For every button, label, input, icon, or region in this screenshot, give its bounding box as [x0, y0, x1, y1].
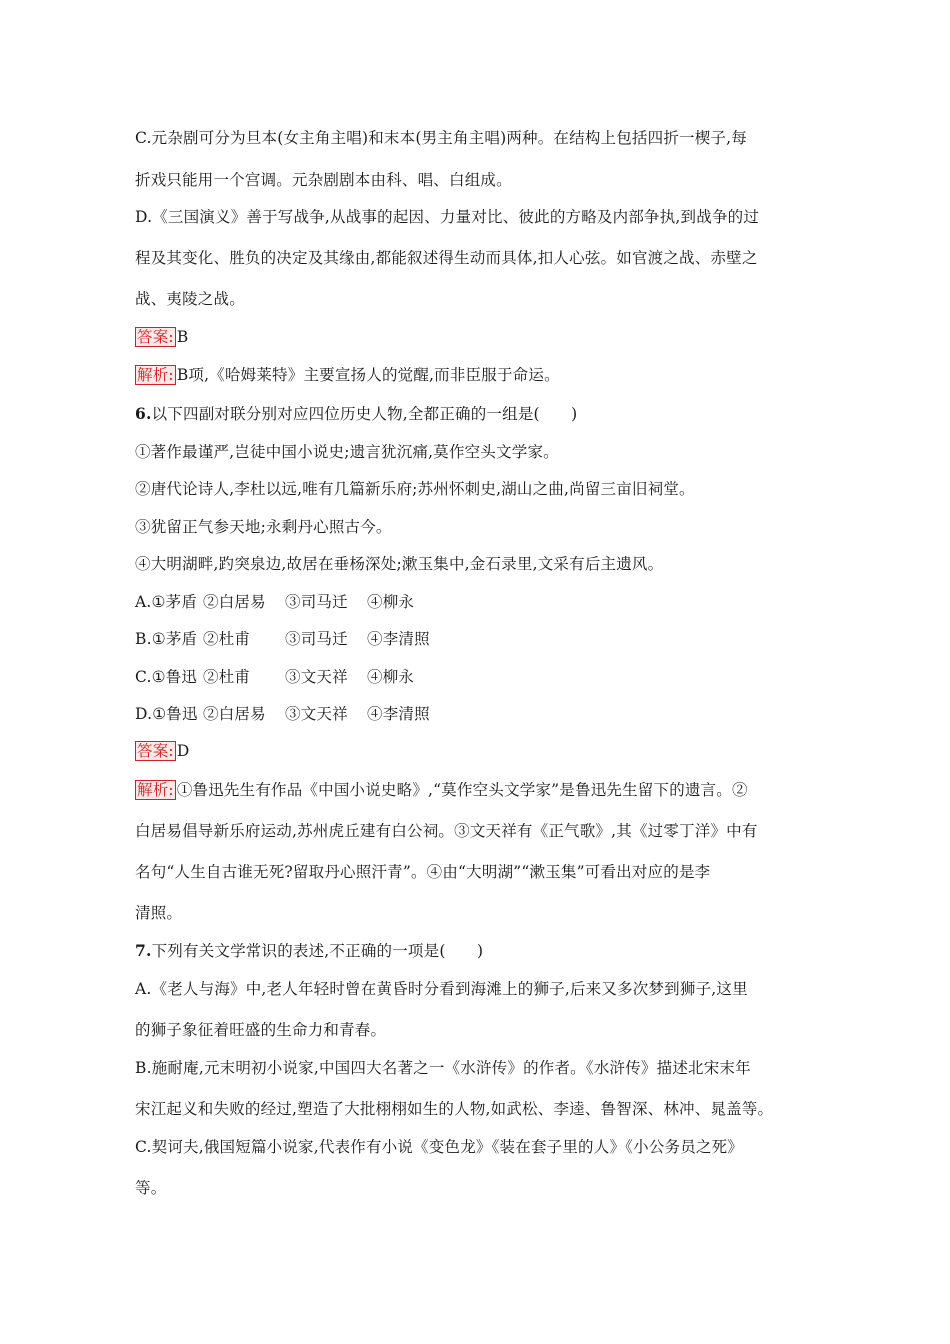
q6-option-c-p2: ②杜甫 [203, 668, 251, 686]
q7-option-c-line-2: 等。 [135, 1179, 167, 1197]
q6-option-a-p4: ④柳永 [367, 593, 415, 611]
q6-option-c-p3: ③文天祥 [285, 668, 348, 686]
analysis-text: B项,《哈姆莱特》主要宣扬人的觉醒,而非臣服于命运。 [176, 366, 560, 384]
q6-option-b-p3: ③司马迁 [285, 630, 348, 648]
q6-couplet-3: ③犹留正气参天地;永剩丹心照古今。 [135, 518, 392, 536]
q7-stem-text: 下列有关文学常识的表述,不正确的一项是( ) [151, 942, 484, 960]
q6-option-a-p2: ②白居易 [203, 593, 266, 611]
q6-stem-text: 以下四副对联分别对应四位历史人物,全都正确的一组是( ) [151, 405, 578, 423]
q6-option-a-p3: ③司马迁 [285, 593, 348, 611]
q6-answer [135, 740, 825, 762]
answer-tag: 答案: [137, 742, 174, 760]
analysis-tag: 解析: [137, 366, 174, 384]
q6-analysis-line-1 [135, 779, 825, 801]
q6-option-b [135, 628, 825, 650]
q7-option-c-line-1: C.契诃夫,俄国短篇小说家,代表作有小说《变色龙》《装在套子里的人》《小公务员之死》 [135, 1138, 743, 1156]
q7-stem [135, 940, 825, 962]
prev-option-d-line-1: D.《三国演义》善于写战争,从战事的起因、力量对比、彼此的方略及内部争执,到战争的过 [135, 208, 760, 226]
q7-option-b-line-2: 宋江起义和失败的经过,塑造了大批栩栩如生的人物,如武松、李逵、鲁智深、林冲、晁盖等。 [135, 1100, 774, 1118]
prev-option-d-line-3: 战、夷陵之战。 [135, 290, 245, 308]
q6-stem [135, 403, 825, 425]
q6-option-d-p3: ③文天祥 [285, 705, 348, 723]
q7-number: 7. [135, 941, 152, 960]
q6-analysis-line-2: 白居易倡导新乐府运动,苏州虎丘建有白公祠。③文天祥有《正气歌》,其《过零丁洋》中有 [135, 822, 758, 840]
prev-analysis [135, 364, 825, 386]
q6-option-d-p4: ④李清照 [367, 705, 430, 723]
q6-option-a-p1: A.①茅盾 [135, 593, 198, 611]
q6-couplet-1: ①著作最谨严,岂徒中国小说史;遗言犹沉痛,莫作空头文学家。 [135, 443, 559, 461]
q6-number: 6. [135, 404, 152, 423]
answer-value: D [176, 742, 190, 760]
q6-couplet-2: ②唐代论诗人,李杜以远,唯有几篇新乐府;苏州怀刺史,湖山之曲,尚留三亩旧祠堂。 [135, 480, 695, 498]
answer-value: B [176, 328, 189, 346]
q6-option-c [135, 666, 825, 688]
q7-option-b-line-1: B.施耐庵,元末明初小说家,中国四大名著之一《水浒传》的作者。《水浒传》描述北宋末年 [135, 1059, 751, 1077]
q6-option-b-p4: ④李清照 [367, 630, 430, 648]
q6-option-a [135, 591, 825, 613]
q7-option-a-line-2: 的狮子象征着旺盛的生命力和青春。 [135, 1021, 387, 1039]
analysis-text: ①鲁迅先生有作品《中国小说史略》,“莫作空头文学家”是鲁迅先生留下的遗言。② [176, 781, 748, 799]
q7-option-a-line-1: A.《老人与海》中,老人年轻时曾在黄昏时分看到海滩上的狮子,后来又多次梦到狮子,这里 [135, 980, 748, 998]
answer-tag: 答案: [137, 328, 174, 346]
q6-option-b-p1: B.①茅盾 [135, 630, 198, 648]
analysis-tag: 解析: [137, 781, 174, 799]
q6-option-c-p1: C.①鲁迅 [135, 668, 198, 686]
q6-option-c-p4: ④柳永 [367, 668, 415, 686]
prev-answer [135, 326, 825, 348]
prev-option-c-line-1: C.元杂剧可分为旦本(女主角主唱)和末本(男主角主唱)两种。在结构上包括四折一楔子,每 [135, 129, 747, 147]
prev-option-c-line-2: 折戏只能用一个宫调。元杂剧剧本由科、唱、白组成。 [135, 171, 512, 189]
q6-couplet-4: ④大明湖畔,趵突泉边,故居在垂杨深处;漱玉集中,金石录里,文采有后主遗风。 [135, 555, 664, 573]
q6-option-d-p1: D.①鲁迅 [135, 705, 198, 723]
prev-option-d-line-2: 程及其变化、胜负的决定及其缘由,都能叙述得生动而具体,扣人心弦。如官渡之战、赤壁之 [135, 249, 758, 267]
q6-option-b-p2: ②杜甫 [203, 630, 251, 648]
q6-analysis-line-3: 名句“人生自古谁无死?留取丹心照汗青”。④由“大明湖”“漱玉集”可看出对应的是李 [135, 863, 711, 881]
q6-analysis-line-4: 清照。 [135, 904, 183, 922]
q6-option-d-p2: ②白居易 [203, 705, 266, 723]
q6-option-d [135, 703, 825, 725]
